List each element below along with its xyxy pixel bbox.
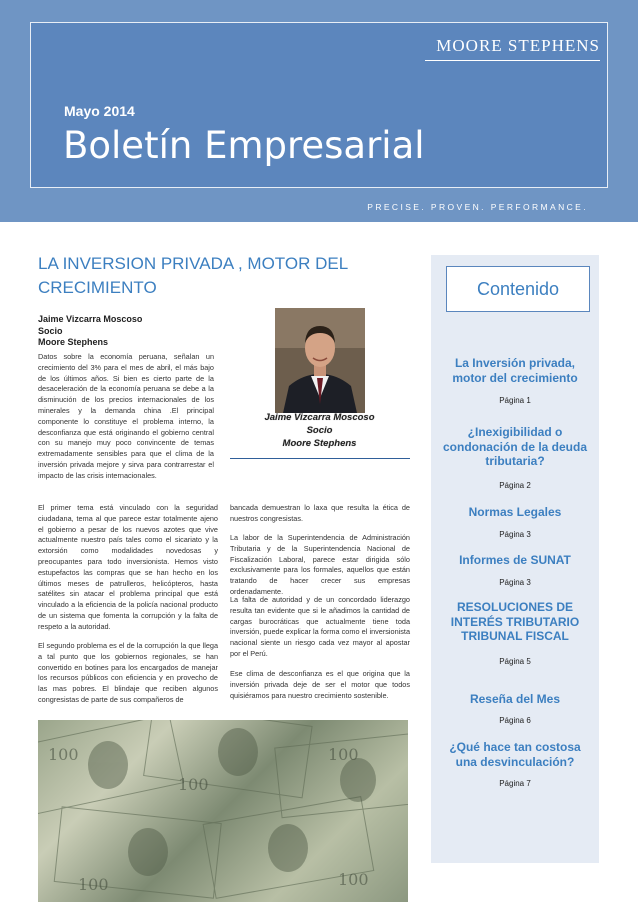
article-paragraph-2: El primer tema está vinculado con la seguridad ciudadana, tema al que parece estar totalmente ajeno el gobierno a pesar de los nuevos azotes que vive actualmente nuestro país tales como el sicariato y la extorsión como modalidades novedosas y preocupantes para todo inversionista. Hemos visto estupefactos las compras que se han hecho en los últimos meses de patrulleros, helicópteros, hasta satélites sin atacar el problema principal que está vinculado a la eficiencia de la policía nacional producto de un sistema que fomenta la corrupción y la falta de respeto a la autoridad.	[38, 503, 218, 631]
toc-item-3[interactable]: Normas Legales	[468, 505, 562, 519]
author-block	[38, 314, 142, 349]
toc-item-5[interactable]: RESOLUCIONES DE INTERÉS TRIBUTARIO TRIBUNAL FISCAL	[450, 600, 580, 643]
svg-text:100: 100	[338, 870, 369, 889]
svg-text:100: 100	[78, 875, 109, 894]
svg-text:100: 100	[178, 775, 209, 794]
caption-firm: Moore Stephens	[282, 438, 357, 449]
article-paragraph-3: El segundo problema es el de la corrupción la que llega a tal punto que los gobiernos regionales, se han convertido en botines para los encargados de manejar los recursos públicos con eficiencia y en provecho de las mas pobres. El blindaje que reciben algunos congresistas de parte de sus compañeros de	[38, 641, 218, 704]
author-firm: Moore Stephens	[38, 337, 109, 347]
toc-page-1: Página 1	[499, 396, 531, 405]
caption-divider	[230, 458, 410, 459]
article-title-line-1: LA INVERSION PRIVADA , MOTOR DEL	[38, 254, 349, 273]
header-banner	[0, 0, 638, 222]
caption-role: Socio	[306, 425, 333, 436]
issue-date: Mayo 2014	[64, 103, 135, 119]
brand-underline	[425, 60, 600, 61]
contents-heading: Contenido	[446, 266, 590, 312]
toc-item-6[interactable]: Reseña del Mes	[469, 692, 561, 706]
toc-item-7[interactable]: ¿Qué hace tan costosa una desvinculación?	[449, 740, 581, 769]
toc-item-4[interactable]: Informes de SUNAT	[459, 553, 571, 567]
toc-page-6: Página 6	[499, 716, 531, 725]
article-paragraph-5: La labor de la Superintendencia de Administración Tributaria y de la Superintendencia Nacional de Fiscalización Laboral, parece estar dirigida sólo exclusivamente para los formales, aquellos que están tratando de hacer crecer sus empresas ordenadamente.	[230, 533, 410, 596]
toc-item-1[interactable]: La Inversión privada, motor del crecimiento	[452, 356, 578, 385]
toc-page-4: Página 3	[499, 578, 531, 587]
article-paragraph-1: Datos sobre la economía peruana, señalan un crecimiento del 3% para el mes de abril, el más bajo de los últimos años. Si bien es cierto parte de la desaceleración de la economía peruana se debe a la disminución de los precios internacionales de los minerales y la demanda china .El principal componente lo constituye el problema interno, la desconfianza que está originando el gobierno central con su manejo muy poco convincente de temas extremadamente sensibles para que el clima de la inversión privada mejore y sirva para contrarrestar el impacto de las crisis internacionales.	[38, 352, 214, 480]
banknotes-image	[38, 720, 408, 902]
article-title	[38, 252, 378, 300]
toc-page-7: Página 7	[499, 779, 531, 788]
toc-page-5: Página 5	[499, 657, 531, 666]
svg-text:100: 100	[328, 745, 359, 764]
toc-page-3: Página 3	[499, 530, 531, 539]
article-title-line-2: CRECIMIENTO	[38, 278, 157, 297]
article-paragraph-6: La falta de autoridad y de un concordado liderazgo resulta tan evidente que si le añadimos la cantidad de cargas burocráticas que actualmente tiene toda inversión, puede explicar la forma como el inversionista nacional siente un riesgo cada vez mayor al apostar por el Perú.	[230, 595, 410, 658]
toc-page-2: Página 2	[499, 481, 531, 490]
author-name: Jaime Vizcarra Moscoso	[38, 314, 143, 324]
bulletin-title: Boletín Empresarial	[63, 124, 425, 167]
author-photo	[275, 308, 365, 413]
author-role: Socio	[38, 325, 63, 336]
tagline: PRECISE. PROVEN. PERFORMANCE.	[367, 202, 588, 212]
photo-caption	[237, 411, 402, 450]
svg-text:100: 100	[48, 745, 79, 764]
article-paragraph-4: bancada demuestran lo laxa que resulta la ética de nuestros congresistas.	[230, 503, 410, 523]
article-paragraph-7: Ese clima de desconfianza es el que origina que la inversión privada deje de ser el motor que todos quisiéramos para nuestro crecimiento sostenible.	[230, 669, 410, 700]
caption-name: Jaime Vizcarra Moscoso	[264, 412, 375, 423]
brand-logo-text: MOORE STEPHENS	[436, 36, 600, 55]
toc-item-2[interactable]: ¿Inexigibilidad o condonación de la deuda tributaria?	[442, 425, 588, 468]
